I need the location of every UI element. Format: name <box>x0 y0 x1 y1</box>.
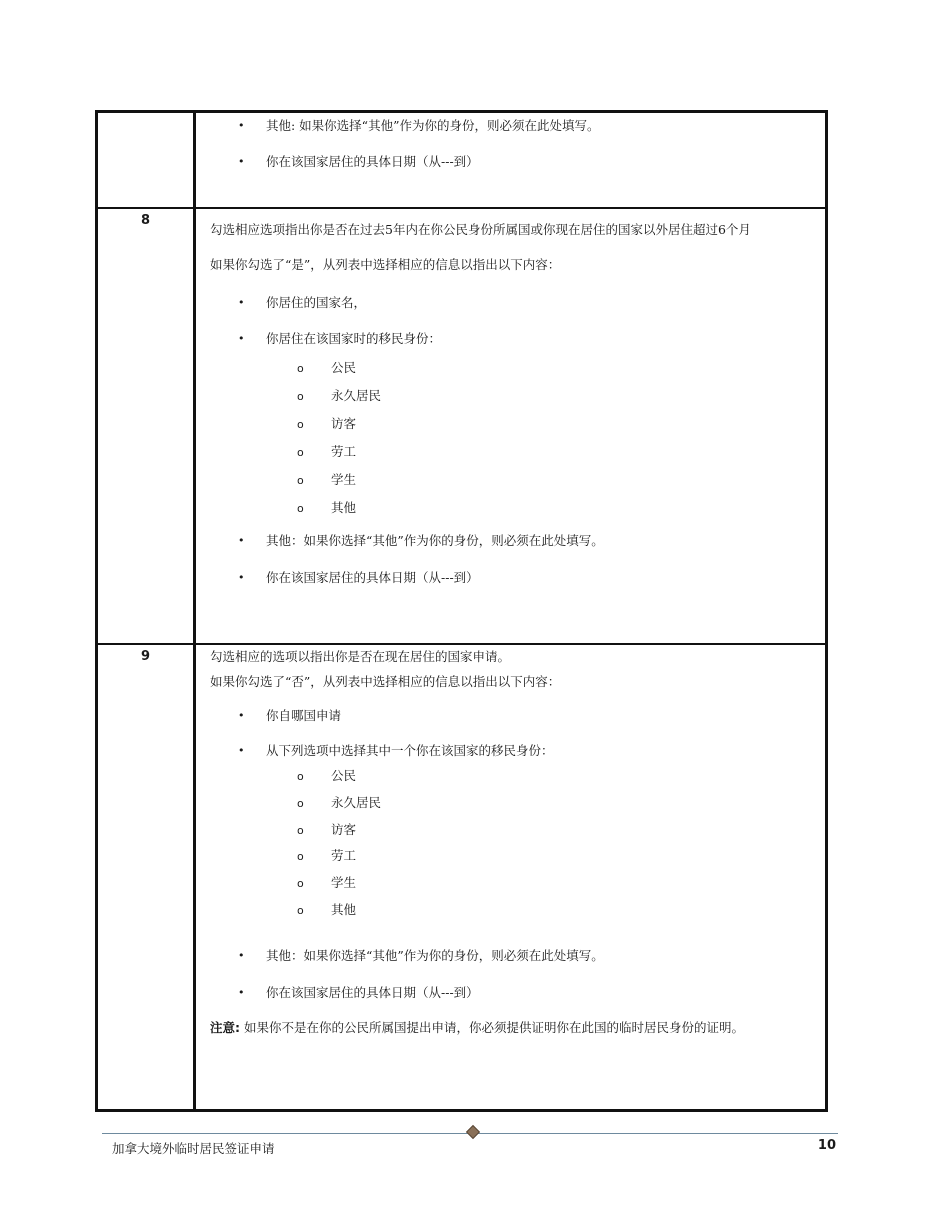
sub-list-item: o 永久居民 <box>210 387 819 405</box>
circle-bullet-icon: o <box>297 474 304 487</box>
list-item: • 其他: 如果你选择“其他”作为你的身份，则必须在此处填写。 <box>238 118 600 133</box>
instruction-text: 如果你勾选了“是”，从列表中选择相应的信息以指出以下内容： <box>210 257 561 272</box>
list-item: • 你在该国家居住的具体日期（从---到） <box>238 985 479 1000</box>
sub-list-item: o 公民 <box>210 767 819 785</box>
list-item: • 你居住在该国家时的移民身份： <box>238 331 442 346</box>
footer-document-title: 加拿大境外临时居民签证申请 <box>112 1141 275 1156</box>
note-paragraph <box>210 1019 819 1037</box>
note-label: 注意: <box>210 1020 240 1035</box>
page-number: 10 <box>817 1138 836 1153</box>
instruction-table <box>95 110 828 1112</box>
circle-bullet-icon: o <box>297 904 304 917</box>
table-row-9 <box>98 643 825 1109</box>
sub-list-item: o 劳工 <box>210 847 819 865</box>
bullet-icon: • <box>238 332 245 345</box>
list-item: • 你居住的国家名， <box>238 295 367 310</box>
list-item: • 你在该国家居住的具体日期（从---到） <box>238 570 479 585</box>
sub-list-item: o 公民 <box>210 359 819 377</box>
table-row-continued <box>98 113 825 207</box>
list-item: • 你自哪国申请 <box>238 708 342 723</box>
bullet-icon: • <box>238 709 245 722</box>
sub-list-item: o 学生 <box>210 471 819 489</box>
circle-bullet-icon: o <box>297 824 304 837</box>
row-content-cell <box>196 209 825 643</box>
circle-bullet-icon: o <box>297 797 304 810</box>
list-item: • 其他：如果你选择“其他”作为你的身份，则必须在此处填写。 <box>238 533 604 548</box>
sub-list-item: o 劳工 <box>210 443 819 461</box>
row-content-cell <box>196 113 825 207</box>
circle-bullet-icon: o <box>297 390 304 403</box>
bullet-icon: • <box>238 986 245 999</box>
sub-list-item: o 其他 <box>210 499 819 517</box>
circle-bullet-icon: o <box>297 770 304 783</box>
circle-bullet-icon: o <box>297 502 304 515</box>
question-text: 勾选相应的选项以指出你是否在现在居住的国家申请。 <box>210 649 511 664</box>
bullet-icon: • <box>238 155 245 168</box>
bullet-icon: • <box>238 744 245 757</box>
sub-list-item: o 其他 <box>210 901 819 919</box>
list-item: • 你在该国家居住的具体日期（从---到） <box>238 154 479 169</box>
note-text: 如果你不是在你的公民所属国提出申请，你必须提供证明你在此国的临时居民身份的证明。 <box>240 1020 744 1035</box>
question-text: 勾选相应选项指出你是否在过去5年内在你公民身份所属国或你现在居住的国家以外居住超过6个月 <box>210 222 751 237</box>
row-number-cell <box>98 113 196 207</box>
row-content-cell <box>196 645 825 1109</box>
instruction-text: 如果你勾选了“否”，从列表中选择相应的信息以指出以下内容： <box>210 674 561 689</box>
sub-list-item: o 永久居民 <box>210 794 819 812</box>
circle-bullet-icon: o <box>297 362 304 375</box>
circle-bullet-icon: o <box>297 850 304 863</box>
circle-bullet-icon: o <box>297 418 304 431</box>
list-item: • 从下列选项中选择其中一个你在该国家的移民身份： <box>238 743 554 758</box>
bullet-icon: • <box>238 571 245 584</box>
diamond-ornament-icon <box>466 1125 480 1139</box>
circle-bullet-icon: o <box>297 446 304 459</box>
bullet-icon: • <box>238 534 245 547</box>
list-item: • 其他：如果你选择“其他”作为你的身份，则必须在此处填写。 <box>238 948 604 963</box>
row-number-cell: 8 <box>98 209 196 643</box>
circle-bullet-icon: o <box>297 877 304 890</box>
table-row-8 <box>98 207 825 643</box>
sub-list-item: o 访客 <box>210 821 819 839</box>
bullet-icon: • <box>238 296 245 309</box>
sub-list-item: o 访客 <box>210 415 819 433</box>
bullet-icon: • <box>238 119 245 132</box>
bullet-icon: • <box>238 949 245 962</box>
sub-list-item: o 学生 <box>210 874 819 892</box>
row-number-cell: 9 <box>98 645 196 1109</box>
